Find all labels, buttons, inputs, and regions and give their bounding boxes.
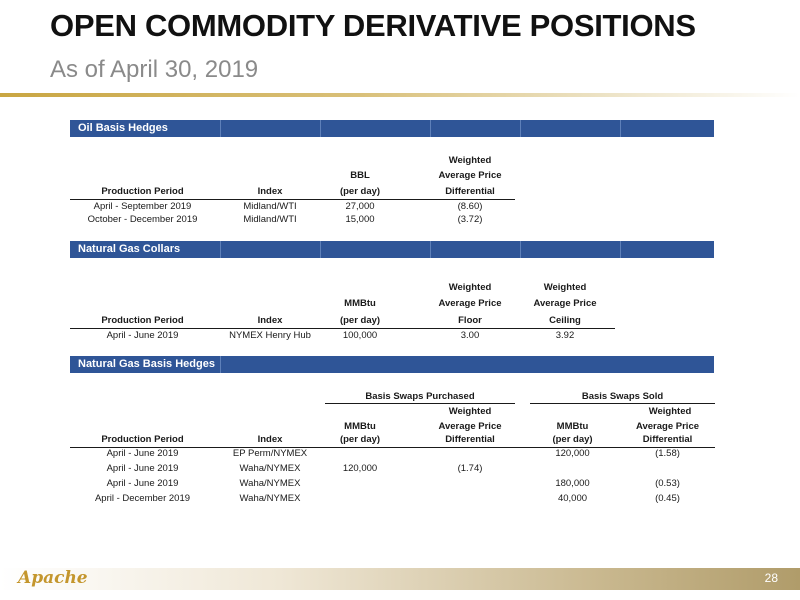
section-bar-divider [220, 241, 221, 258]
section-bar-natural-gas-basis-hedges [70, 356, 714, 373]
row-sold-price: (0.53) [655, 478, 680, 489]
group-basis-swaps-sold: Basis Swaps Sold [581, 391, 664, 402]
header-production-period: Production Period [101, 434, 184, 445]
section-bar-divider [320, 241, 321, 258]
header-floor-average: Average Price [438, 298, 502, 309]
section-bar-divider [620, 120, 621, 137]
header-price-weighted: Weighted [448, 155, 492, 166]
row-volume: 27,000 [345, 201, 375, 212]
row-period: October - December 2019 [87, 214, 198, 225]
row-index: Midland/WTI [243, 201, 297, 212]
section-bar-divider [430, 241, 431, 258]
header-ceiling: Ceiling [549, 315, 581, 326]
section-bar-divider [220, 356, 221, 373]
row-sold-price: (1.58) [655, 448, 680, 459]
header-purchased-price-average: Average Price [438, 421, 502, 432]
group-underline [530, 403, 715, 404]
header-index: Index [257, 186, 283, 197]
row-sold-price: (0.45) [655, 493, 680, 504]
title-divider [0, 93, 800, 97]
row-ceiling: 3.92 [555, 330, 575, 341]
row-volume: 100,000 [342, 330, 378, 341]
row-period: April - September 2019 [93, 201, 192, 212]
header-floor: Floor [458, 315, 482, 326]
row-price: (3.72) [457, 214, 483, 225]
header-purchased-differential: Differential [445, 434, 495, 445]
header-sold-price-weighted: Weighted [648, 406, 692, 417]
row-sold-volume: 120,000 [555, 448, 590, 459]
section-bar-divider [520, 241, 521, 258]
header-purchased-price-weighted: Weighted [448, 406, 492, 417]
header-floor-weighted: Weighted [448, 282, 492, 293]
header-volume-per-day: (per day) [339, 186, 381, 197]
row-sold-volume: 180,000 [555, 478, 590, 489]
row-index: Waha/NYMEX [239, 463, 301, 474]
header-sold-volume-per-day: (per day) [552, 434, 593, 445]
header-index: Index [257, 434, 283, 445]
row-sold-volume: 40,000 [557, 493, 588, 504]
header-price-differential: Differential [445, 186, 495, 197]
row-floor: 3.00 [460, 330, 480, 341]
header-price-average: Average Price [438, 170, 502, 181]
footer-bar [0, 568, 800, 590]
row-volume: 15,000 [345, 214, 375, 225]
page-subtitle: As of April 30, 2019 [50, 56, 259, 83]
row-period: April - June 2019 [106, 478, 179, 489]
row-price: (8.60) [457, 201, 483, 212]
header-underline [70, 199, 515, 200]
row-index: Midland/WTI [243, 214, 297, 225]
header-volume-unit: BBL [350, 170, 370, 181]
group-underline [325, 403, 515, 404]
section-bar-natural-gas-collars [70, 241, 714, 258]
row-index: NYMEX Henry Hub [229, 330, 311, 341]
section-bar-oil-basis-hedges [70, 120, 714, 137]
section-bar-divider [620, 241, 621, 258]
section-bar-divider [430, 120, 431, 137]
row-period: April - June 2019 [106, 330, 179, 341]
header-sold-price-average: Average Price [635, 421, 700, 432]
section-bar-divider [320, 120, 321, 137]
row-purchased-price: (1.74) [457, 463, 483, 474]
section-bar-divider [520, 120, 521, 137]
row-period: April - June 2019 [106, 463, 179, 474]
header-ceiling-weighted: Weighted [543, 282, 587, 293]
header-index: Index [257, 315, 283, 326]
header-underline [70, 328, 615, 329]
header-production-period: Production Period [101, 315, 184, 326]
header-production-period: Production Period [101, 186, 184, 197]
section-title: Oil Basis Hedges [78, 122, 168, 134]
header-ceiling-average: Average Price [533, 298, 597, 309]
row-purchased-volume: 120,000 [342, 463, 378, 474]
section-bar-divider [220, 120, 221, 137]
section-title: Natural Gas Collars [78, 243, 181, 255]
header-volume-per-day: (per day) [339, 315, 381, 326]
row-index: Waha/NYMEX [239, 493, 301, 504]
group-basis-swaps-purchased: Basis Swaps Purchased [365, 391, 475, 402]
row-index: Waha/NYMEX [239, 478, 301, 489]
row-index: EP Perm/NYMEX [232, 448, 308, 459]
section-title: Natural Gas Basis Hedges [78, 358, 215, 370]
header-sold-volume-unit: MMBtu [556, 421, 589, 432]
header-sold-differential: Differential [642, 434, 693, 445]
header-purchased-volume-per-day: (per day) [339, 434, 381, 445]
header-volume-unit: MMBtu [344, 298, 376, 309]
row-period: April - December 2019 [94, 493, 191, 504]
header-purchased-volume-unit: MMBtu [344, 421, 376, 432]
page-number: 28 [764, 571, 778, 585]
row-period: April - June 2019 [106, 448, 179, 459]
apache-logo: Apache [18, 568, 88, 588]
page-title: OPEN COMMODITY DERIVATIVE POSITIONS [50, 8, 696, 43]
